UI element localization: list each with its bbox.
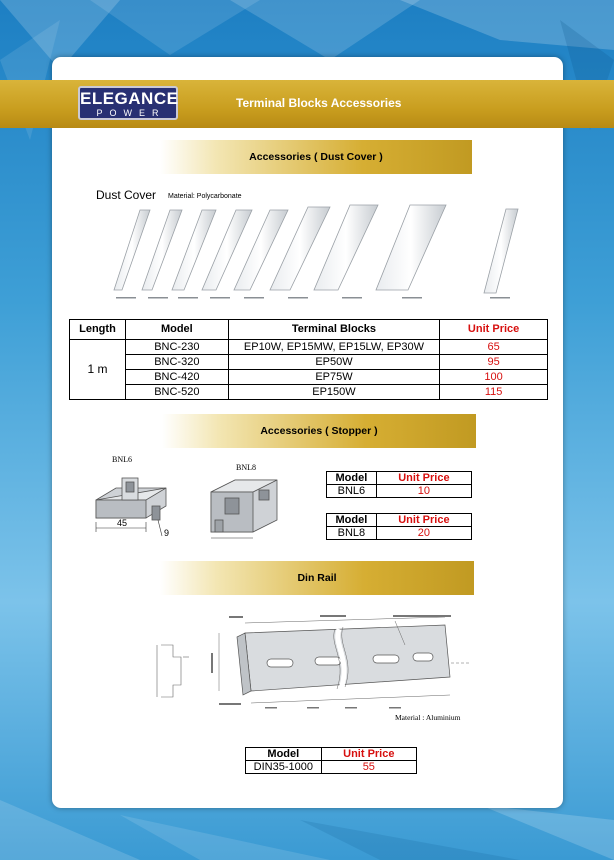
price-cell: 100 (440, 370, 548, 385)
dust-cover-material: Material: Polycarbonate (168, 193, 242, 200)
table-row (70, 370, 548, 385)
header-terminal-blocks: Terminal Blocks (228, 320, 440, 340)
header-length: Length (70, 320, 126, 340)
table-row (327, 527, 472, 540)
table-row (70, 355, 548, 370)
model-cell: BNC-230 (125, 340, 228, 355)
din-rail-material: Material : Aluminium (395, 713, 461, 722)
price-cell: 95 (440, 355, 548, 370)
header-model: Model (246, 748, 322, 761)
price-cell: 10 (376, 485, 471, 498)
table-row (246, 761, 417, 774)
page-title: Terminal Blocks Accessories (236, 96, 402, 110)
din-rail-drawing (155, 615, 475, 715)
price-cell: 55 (321, 761, 416, 774)
bnl6-stopper-image (86, 470, 176, 540)
header-model: Model (327, 472, 377, 485)
dust-cover-image (110, 205, 530, 305)
bnl8-stopper-image (205, 472, 295, 542)
section-header-dust-cover (160, 140, 472, 174)
bnl6-label: BNL6 (112, 455, 132, 464)
dimension-height: 9 (164, 528, 170, 538)
model-cell: BNL8 (327, 527, 377, 540)
length-cell: 1 m (70, 340, 126, 400)
header-model: Model (327, 514, 377, 527)
price-cell: 65 (440, 340, 548, 355)
table-row (327, 485, 472, 498)
price-cell: 20 (376, 527, 471, 540)
terminal-blocks-cell: EP50W (228, 355, 440, 370)
model-cell: BNL6 (327, 485, 377, 498)
bnl8-price-table (326, 513, 472, 540)
section-header-din-rail (160, 561, 474, 595)
model-cell: BNC-320 (125, 355, 228, 370)
logo-text-bottom: POWER (96, 108, 166, 118)
model-cell: BNC-420 (125, 370, 228, 385)
section-title: Din Rail (297, 572, 337, 584)
bnl8-label: BNL8 (236, 463, 256, 472)
bnl6-price-table (326, 471, 472, 498)
table-row (70, 340, 548, 355)
table-row (70, 385, 548, 400)
terminal-blocks-cell: EP75W (228, 370, 440, 385)
table-header-row (70, 320, 548, 340)
logo-text-top: ELEGANCE (80, 89, 179, 108)
model-cell: DIN35-1000 (246, 761, 322, 774)
header-model: Model (125, 320, 228, 340)
terminal-blocks-cell: EP150W (228, 385, 440, 400)
section-title: Accessories ( Stopper ) (260, 425, 378, 437)
dust-cover-label: Dust Cover (96, 188, 157, 202)
section-title: Accessories ( Dust Cover ) (249, 151, 383, 163)
dust-cover-table (69, 319, 548, 400)
model-cell: BNC-520 (125, 385, 228, 400)
price-cell: 115 (440, 385, 548, 400)
header-unit-price: Unit Price (440, 320, 548, 340)
section-header-stopper (162, 414, 476, 448)
dimension-width: 45 (117, 518, 128, 528)
terminal-blocks-cell: EP10W, EP15MW, EP15LW, EP30W (228, 340, 440, 355)
din-rail-price-table (245, 747, 417, 774)
header-unit-price: Unit Price (376, 472, 471, 485)
header-unit-price: Unit Price (376, 514, 471, 527)
brand-logo (78, 86, 178, 120)
header-unit-price: Unit Price (321, 748, 416, 761)
